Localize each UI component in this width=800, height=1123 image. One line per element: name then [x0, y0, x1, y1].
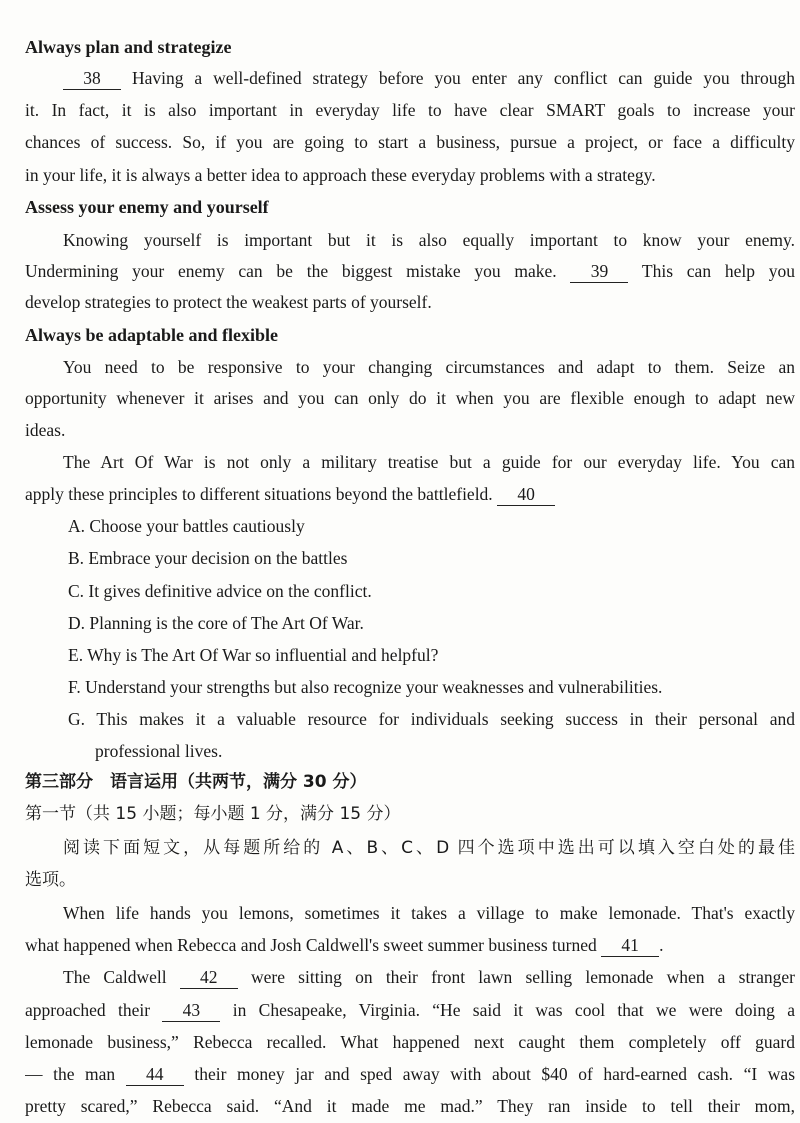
section-heading [25, 191, 795, 223]
text-segment: Knowing yourself is important but it is also equally important to know your enemy. [63, 230, 795, 250]
text-segment: The Caldwell [63, 967, 180, 987]
answer-blank: 43 [162, 999, 220, 1022]
answer-blank: 40 [497, 483, 555, 506]
answer-blank: 41 [601, 934, 659, 957]
text-segment: You need to be responsive to your changing circumstances and adapt to them. Seize an [63, 357, 795, 377]
text-segment: Undermining your enemy can be the biggest mistake you make. [25, 261, 571, 281]
text-segment: F. Understand your strengths but also recognize your weaknesses and vulnerabilities. [68, 677, 663, 697]
text-segment: 阅读下面短文，从每题所给的 A、B、C、D 四个选项中选出可以填入空白处的最佳 [63, 838, 795, 858]
text-line [25, 478, 795, 510]
text-segment: 选项。 [25, 870, 76, 890]
text-line [25, 382, 795, 414]
text-segment: — the man [25, 1064, 126, 1084]
answer-blank: 38 [63, 67, 121, 90]
text-line [25, 159, 795, 191]
text-line [25, 897, 795, 929]
text-line [25, 1058, 795, 1090]
option-item [68, 542, 795, 574]
text-segment: Always be adaptable and flexible [25, 325, 279, 345]
text-segment: develop strategies to protect the weakest parts of yourself. [25, 292, 432, 312]
text-segment: in your life, it is always a better idea to approach these everyday problems with a strategy. [25, 165, 656, 185]
text-segment: it. In fact, it is also important in everyday life to have clear SMART goals to increase your [25, 100, 795, 120]
text-line [25, 1026, 795, 1058]
text-line [25, 446, 795, 478]
text-segment: in Chesapeake, Virginia. “He said it was cool that we were doing a [220, 1000, 795, 1020]
option-item [68, 671, 795, 703]
text-segment: The Art Of War is not only a military treatise but a guide for our everyday life. You can [63, 452, 795, 472]
text-segment: G. This makes it a valuable resource for individuals seeking success in their personal and [68, 709, 795, 729]
text-segment: 第三部分 语言运用（共两节，满分 30 分） [25, 772, 367, 792]
text-segment: D. Planning is the core of The Art Of War. [68, 613, 364, 633]
answer-blank: 42 [180, 966, 238, 989]
text-line [25, 62, 795, 94]
text-line [25, 414, 795, 446]
option-item [68, 510, 795, 542]
text-segment: their money jar and sped away with about $40 of hard-earned cash. “I was [183, 1064, 795, 1084]
text-segment: lemonade business,” Rebecca recalled. What happened next caught them completely off guard [25, 1032, 795, 1052]
text-segment: . [659, 935, 664, 955]
text-segment: chances of success. So, if you are going to start a business, pursue a project, or face a difficulty [25, 132, 795, 152]
answer-blank: 44 [126, 1063, 184, 1086]
section-heading [25, 319, 795, 351]
text-line [25, 798, 795, 830]
text-line [25, 766, 795, 798]
text-segment: what happened when Rebecca and Josh Caldwell's sweet summer business turned [25, 935, 602, 955]
text-line [25, 255, 795, 287]
text-segment: C. It gives definitive advice on the conflict. [68, 581, 372, 601]
text-segment: approached their [25, 1000, 163, 1020]
text-line [95, 735, 795, 767]
option-item [68, 639, 795, 671]
text-line [25, 929, 795, 961]
text-segment: Assess your enemy and yourself [25, 197, 269, 217]
answer-blank: 39 [570, 260, 628, 283]
text-segment: opportunity whenever it arises and you can only do it when you are flexible enough to adapt new [25, 388, 795, 408]
text-line [25, 351, 795, 383]
text-segment: Always plan and strategize [25, 37, 232, 57]
text-line [25, 864, 795, 896]
option-item [68, 607, 795, 639]
text-segment: When life hands you lemons, sometimes it takes a village to make lemonade. That's exactly [63, 903, 795, 923]
option-item [68, 703, 795, 735]
text-segment: apply these principles to different situations beyond the battlefield. [25, 484, 498, 504]
text-line [25, 994, 795, 1026]
text-segment: professional lives. [95, 741, 223, 761]
text-line [25, 832, 795, 864]
text-segment: ideas. [25, 420, 66, 440]
text-line [25, 286, 795, 318]
option-item [68, 575, 795, 607]
text-segment: pretty scared,” Rebecca said. “And it made me mad.” They ran inside to tell their mom, [25, 1096, 795, 1116]
text-segment: were sitting on their front lawn selling lemonade when a stranger [237, 967, 795, 987]
text-line [25, 224, 795, 256]
text-segment: Having a well-defined strategy before you enter any conflict can guide you through [121, 68, 795, 88]
text-line [25, 961, 795, 993]
text-line [25, 94, 795, 126]
text-segment: 第一节（共 15 小题；每小题 1 分，满分 15 分） [25, 804, 401, 824]
text-line [25, 126, 795, 158]
section-heading [25, 31, 795, 63]
text-segment: E. Why is The Art Of War so influential and helpful? [68, 645, 439, 665]
text-segment: A. Choose your battles cautiously [68, 516, 305, 536]
text-segment: B. Embrace your decision on the battles [68, 548, 348, 568]
text-segment: This can help you [628, 261, 795, 281]
text-line [25, 1090, 795, 1122]
